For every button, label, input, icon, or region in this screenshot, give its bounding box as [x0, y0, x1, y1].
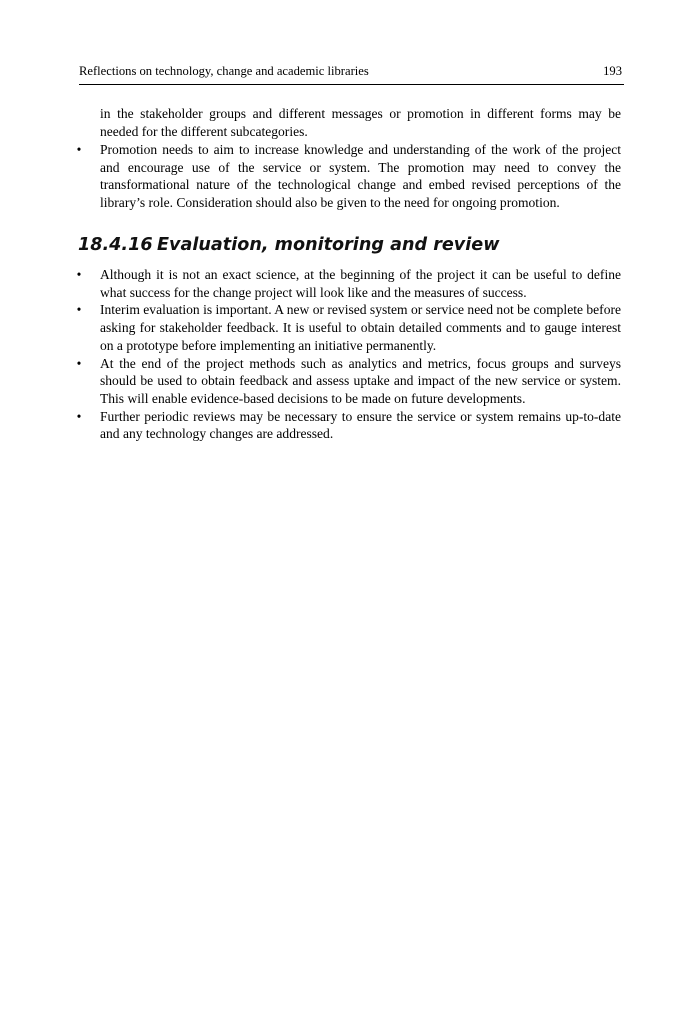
list-item-text: Although it is not an exact science, at the beginning of the project it can be useful to define what success for the change project will look like and the measures of success. — [100, 267, 621, 300]
list-item — [76, 355, 621, 408]
bullet-marker: • — [76, 142, 82, 157]
page-number: 193 — [603, 64, 622, 78]
running-head — [79, 63, 624, 79]
bullet-marker: • — [76, 355, 82, 371]
list-item-text: Further periodic reviews may be necessary to ensure the service or system remains up-to-date and any technology changes are addressed. — [100, 408, 621, 442]
section-heading — [78, 232, 623, 258]
list-item-text: At the end of the project methods such as analytics and metrics, focus groups and surveys should be used to obtain feedback and assess uptake and impact of the new service or system. This will enable evidence-based decisions to be made on future developments. — [100, 355, 621, 406]
promotion-bullet-list — [76, 141, 621, 212]
list-item — [76, 408, 621, 443]
list-item-text: Interim evaluation is important. A new or revised system or service need not be complete before asking for stakeholder feedback. It is useful to obtain detailed comments and to gauge interest on a prototype before implementing an initiative permanently. — [100, 302, 621, 353]
bullet-marker: • — [76, 302, 82, 318]
header-rule — [79, 84, 624, 85]
running-title: Reflections on technology, change and academic libraries — [79, 64, 369, 78]
bullet-marker: • — [76, 408, 82, 424]
list-item-text: Promotion needs to aim to increase knowledge and understanding of the work of the project and encourage use of the service or system. The promotion may need to convey the transformational nature of the technological change and embed revised perceptions of the library’s role. Consideration should also be given to the need for ongoing promotion. — [100, 142, 621, 211]
section-number: 18.4.16 — [78, 235, 153, 255]
section-title: Evaluation, monitoring and review — [157, 235, 500, 255]
continuation-paragraph: in the stakeholder groups and different messages or promotion in different forms may be needed for the different subcategories. — [100, 106, 621, 139]
list-item — [76, 301, 621, 354]
list-item — [76, 266, 621, 301]
evaluation-bullet-list — [76, 266, 621, 443]
list-item — [76, 141, 621, 212]
bullet-marker: • — [76, 267, 82, 282]
